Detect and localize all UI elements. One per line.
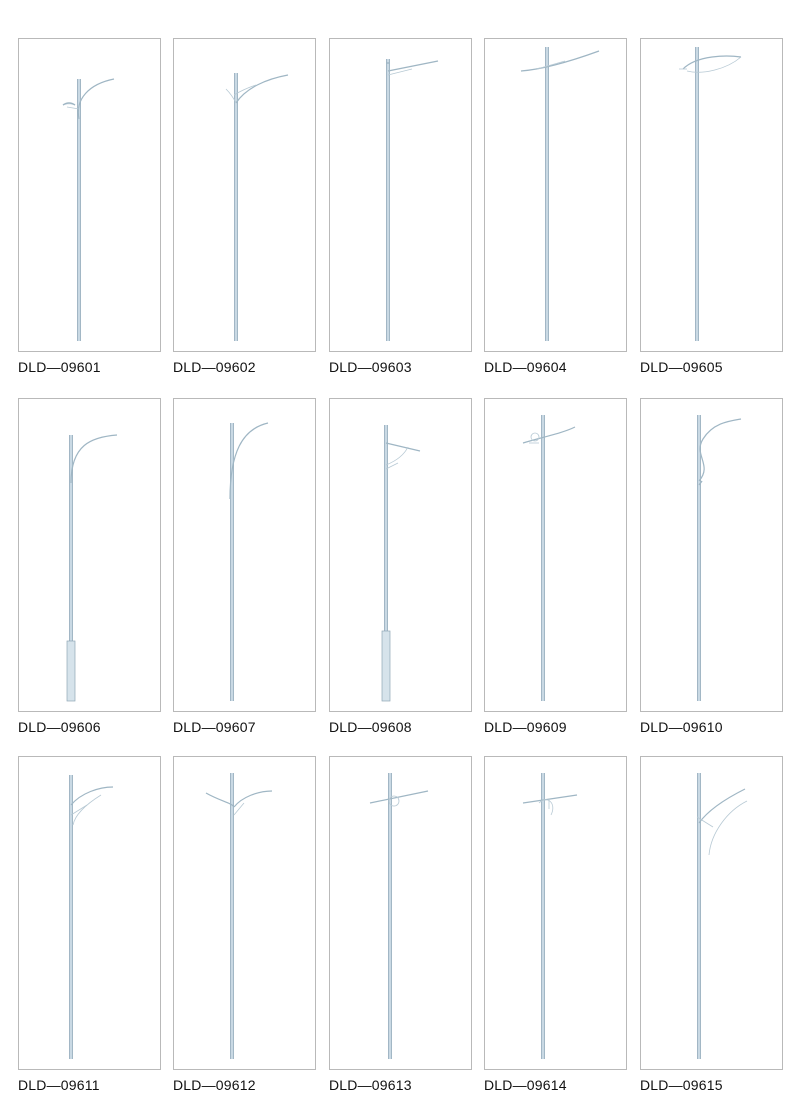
product-card	[640, 398, 783, 735]
product-code: DLD—09607	[173, 719, 256, 735]
product-image-frame	[640, 398, 783, 712]
product-code: DLD—09603	[329, 359, 412, 375]
street-light-pole-drawing	[641, 39, 782, 351]
product-code: DLD—09614	[484, 1077, 567, 1093]
product-card	[18, 38, 161, 375]
street-light-pole-drawing	[641, 757, 782, 1069]
product-image-frame	[329, 398, 472, 712]
product-code: DLD—09612	[173, 1077, 256, 1093]
product-image-frame	[18, 398, 161, 712]
street-light-pole-drawing	[19, 39, 160, 351]
street-light-pole-drawing	[174, 399, 315, 711]
product-image-frame	[329, 38, 472, 352]
street-light-pole-drawing	[485, 39, 626, 351]
product-code: DLD—09605	[640, 359, 723, 375]
product-card	[329, 38, 472, 375]
product-image-frame	[484, 38, 627, 352]
product-card	[484, 398, 627, 735]
product-image-frame	[329, 756, 472, 1070]
product-code: DLD—09611	[18, 1077, 100, 1093]
product-image-frame	[173, 398, 316, 712]
product-image-frame	[18, 38, 161, 352]
product-card	[18, 756, 161, 1093]
product-card	[329, 398, 472, 735]
street-light-pole-drawing	[174, 39, 315, 351]
product-code: DLD—09608	[329, 719, 412, 735]
product-code: DLD—09613	[329, 1077, 412, 1093]
product-code: DLD—09606	[18, 719, 101, 735]
street-light-pole-drawing	[19, 399, 160, 711]
product-image-frame	[484, 398, 627, 712]
product-card	[18, 398, 161, 735]
product-code: DLD—09609	[484, 719, 567, 735]
product-image-frame	[640, 38, 783, 352]
product-image-frame	[640, 756, 783, 1070]
street-light-pole-drawing	[19, 757, 160, 1069]
street-light-pole-drawing	[485, 757, 626, 1069]
product-card	[173, 38, 316, 375]
street-light-pole-drawing	[485, 399, 626, 711]
product-code: DLD—09601	[18, 359, 101, 375]
street-light-pole-drawing	[330, 757, 471, 1069]
product-code: DLD—09610	[640, 719, 723, 735]
product-card	[640, 756, 783, 1093]
street-light-pole-drawing	[641, 399, 782, 711]
product-card	[173, 756, 316, 1093]
street-light-pole-drawing	[330, 39, 471, 351]
product-code: DLD—09604	[484, 359, 567, 375]
product-code: DLD—09615	[640, 1077, 723, 1093]
street-light-pole-drawing	[330, 399, 471, 711]
product-code: DLD—09602	[173, 359, 256, 375]
product-card	[640, 38, 783, 375]
product-card	[173, 398, 316, 735]
product-card	[329, 756, 472, 1093]
product-image-frame	[18, 756, 161, 1070]
product-image-frame	[173, 38, 316, 352]
product-card	[484, 38, 627, 375]
product-card	[484, 756, 627, 1093]
product-image-frame	[173, 756, 316, 1070]
street-light-pole-drawing	[174, 757, 315, 1069]
product-image-frame	[484, 756, 627, 1070]
